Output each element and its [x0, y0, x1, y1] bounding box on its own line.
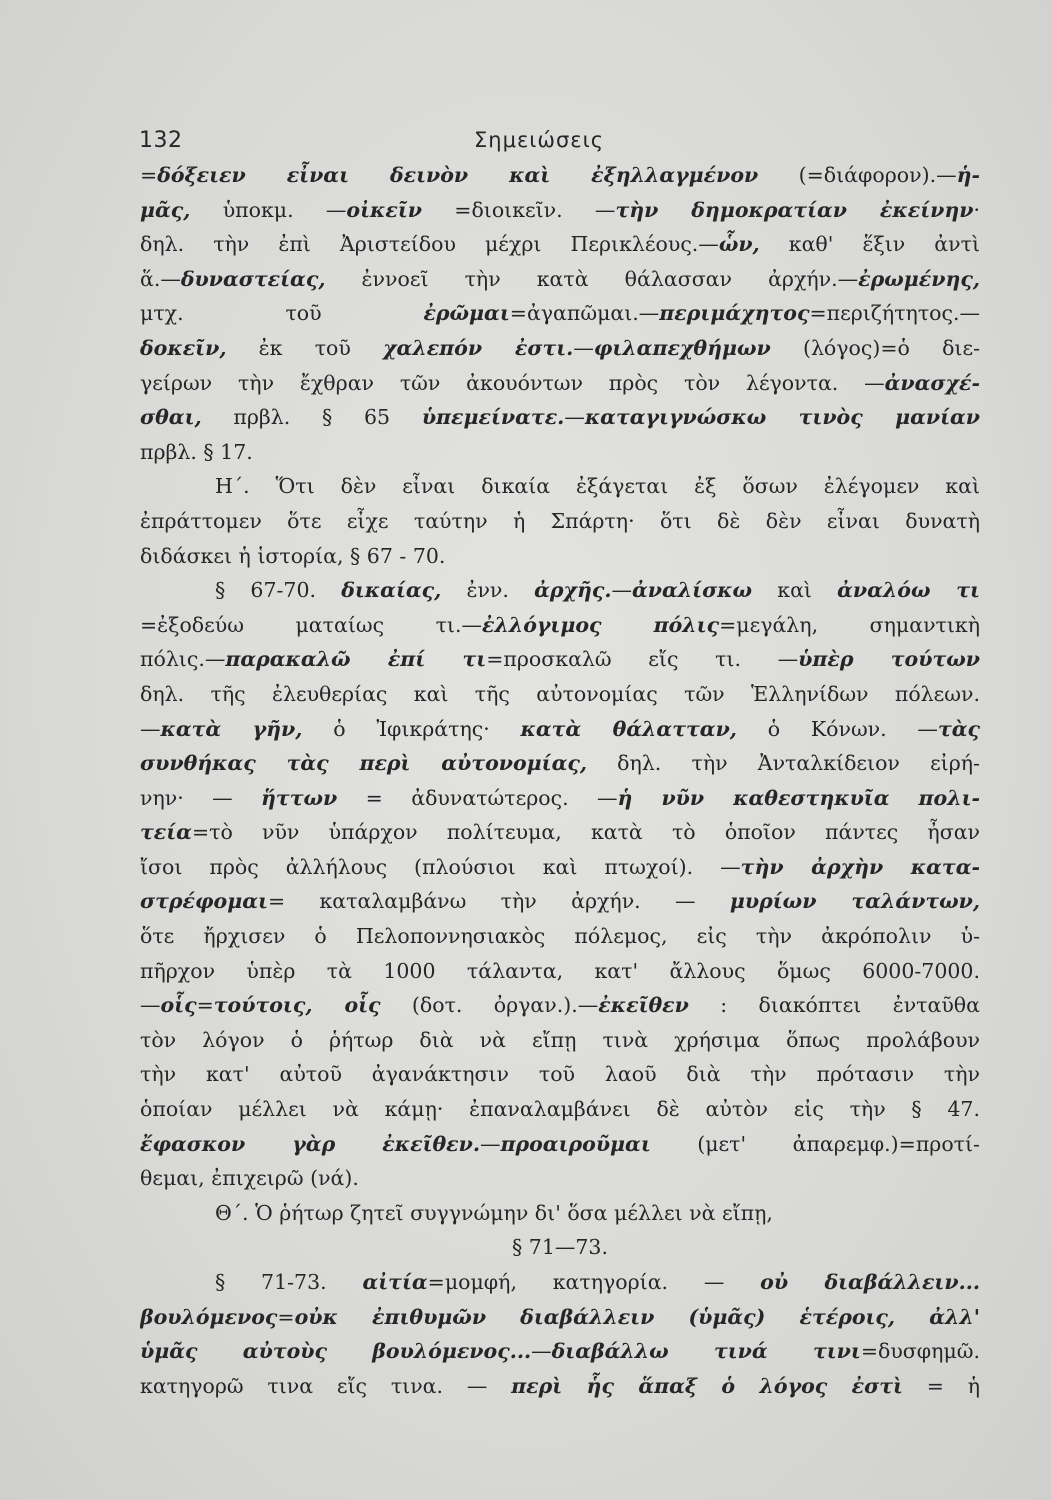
- page-number: 132: [139, 128, 183, 153]
- gloss-text: =διοικεῖν. —: [421, 197, 616, 222]
- term-lemma: οὐκ ἐπιθυμῶν διαβάλλειν (ὑμᾶς) ἑτέροις, ἀλλ': [294, 1304, 980, 1329]
- gloss-text: = ἀδυνατώτερος. —: [337, 785, 618, 810]
- gloss-text: —: [140, 716, 161, 741]
- term-lemma: προαιροῦμαι: [500, 1131, 651, 1156]
- gloss-text: θεμαι, ἐπιχειρῶ (νά).: [140, 1166, 359, 1191]
- term-lemma: δόξειεν εἶναι δεινὸν καὶ ἐξηλλαγμένον: [157, 163, 759, 187]
- gloss-text: (μετ' ἀπαρεμφ.)=προτί-: [650, 1131, 980, 1156]
- term-lemma: παρακαλῶ ἐπί τι: [225, 647, 487, 672]
- gloss-text: =τὸ νῦν ὑπάρχον πολίτευμα, κατὰ τὸ ὁποῖον πάντες ἦσαν: [191, 820, 980, 845]
- gloss-text: ἐνν.: [441, 578, 535, 603]
- text-line: [140, 262, 980, 297]
- page-header: [139, 128, 979, 160]
- gloss-text: κατηγορῶ τινα εἴς τινα. —: [140, 1373, 512, 1398]
- gloss-text: ἐπράττομεν ὅτε εἶχε ταύτην ἡ Σπάρτη· ὅτι δὲ δὲν εἶναι δυνατὴ: [140, 508, 980, 533]
- gloss-text: δηλ. τὴν Ἀνταλκίδειον εἰρή-: [586, 751, 980, 776]
- term-lemma: ἀναλίσκω: [632, 578, 753, 603]
- text-line: [140, 988, 980, 1023]
- gloss-text: (λόγος)=ὁ διε-: [770, 335, 980, 360]
- text-line: [140, 1230, 980, 1265]
- term-lemma: ὧν,: [718, 232, 760, 257]
- gloss-text: —: [531, 1339, 552, 1364]
- text-line: [140, 573, 980, 608]
- text-line: [140, 884, 980, 919]
- gloss-text: =προσκαλῶ εἴς τι. —: [486, 647, 799, 672]
- text-line: [140, 1023, 980, 1058]
- term-lemma: ὑμᾶς αὐτοὺς βουλόμενος...: [140, 1339, 532, 1364]
- text-line: [140, 296, 980, 331]
- term-lemma: περιμάχητος: [659, 301, 810, 326]
- text-line: [140, 1057, 980, 1092]
- text-line: [140, 1161, 980, 1196]
- term-lemma: ἥττων: [261, 785, 338, 810]
- text-line: [140, 469, 980, 504]
- term-lemma: μυρίων ταλάντων,: [729, 889, 980, 914]
- term-lemma: φιλαπεχθήμων: [593, 335, 771, 360]
- gloss-text: =περιζήτητος.—: [809, 301, 980, 326]
- notes-body: [140, 158, 980, 1403]
- gloss-text: ὑποκμ. —: [190, 197, 347, 222]
- term-lemma: οἷς: [160, 993, 197, 1018]
- gloss-text: ἴσοι πρὸς ἀλλήλους (πλούσιοι καὶ πτωχοί). —: [140, 854, 741, 879]
- term-lemma: δοκεῖν,: [140, 335, 227, 360]
- gloss-text: § 67-70.: [215, 578, 342, 603]
- term-lemma: αἰτία: [362, 1270, 428, 1294]
- term-lemma: οἰκεῖν: [346, 197, 422, 222]
- gloss-text: τὴν κατ' αὐτοῦ ἀγανάκτησιν τοῦ λαοῦ διὰ τὴν πρότασιν τὴν: [140, 1062, 980, 1087]
- term-lemma: ἔφασκον γὰρ ἐκεῖθεν.: [140, 1131, 480, 1156]
- gloss-text: διδάσκει ἡ ἱστορία, § 67 - 70.: [140, 543, 446, 568]
- text-line: [140, 954, 980, 989]
- gloss-text: γείρων τὴν ἔχθραν τῶν ἀκουόντων πρὸς τὸν λέγοντα. —: [140, 370, 885, 395]
- text-line: [140, 227, 980, 262]
- gloss-text: ὁ Κόνων. —: [736, 716, 938, 741]
- text-line: [140, 850, 980, 885]
- running-head: Σημειώσεις: [474, 128, 605, 152]
- text-line: [140, 1196, 980, 1231]
- gloss-text: ·: [973, 197, 980, 222]
- term-lemma: τὴν δημοκρατίαν ἐκείνην: [615, 197, 974, 222]
- gloss-text: Η΄. Ὅτι δὲν εἶναι δικαία ἐξάγεται ἐξ ὅσων ἐλέγομεν καὶ: [215, 474, 980, 499]
- term-lemma: κατὰ θάλατταν,: [520, 716, 737, 741]
- text-line: [140, 504, 980, 539]
- text-line: [140, 193, 980, 228]
- text-line: [140, 400, 980, 435]
- term-lemma: δυναστείας,: [180, 266, 326, 291]
- text-line: [140, 677, 980, 712]
- gloss-text: πρβλ. § 17.: [140, 439, 253, 464]
- gloss-text: —: [564, 405, 585, 430]
- text-line: [140, 1369, 980, 1404]
- text-line: [140, 815, 980, 850]
- term-lemma: οὐ διαβάλλειν...: [760, 1270, 980, 1294]
- gloss-text: δηλ. τῆς ἐλευθερίας καὶ τῆς αὐτονομίας τῶν Ἑλληνίδων πόλεων.: [140, 681, 980, 706]
- text-line: [140, 919, 980, 954]
- term-lemma: ὑπὲρ τούτων: [798, 647, 980, 672]
- term-lemma: δικαίας,: [341, 578, 442, 603]
- gloss-text: —: [140, 993, 161, 1018]
- text-line: [140, 1300, 980, 1335]
- gloss-text: = καταλαμβάνω τὴν ἀρχήν. —: [267, 889, 730, 914]
- term-lemma: στρέφομαι: [140, 889, 268, 914]
- gloss-text: ὁποίαν μέλλει νὰ κάμῃ· ἐπαναλαμβάνει δὲ αὐτὸν εἰς τὴν § 47.: [140, 1097, 980, 1122]
- term-lemma: ἐρῶμαι: [423, 301, 510, 326]
- text-line: [140, 539, 980, 574]
- term-lemma: ὑπεμείνατε.: [421, 405, 565, 430]
- term-lemma: ἐλλόγιμος πόλις: [481, 612, 720, 637]
- gloss-text: νην· —: [140, 785, 262, 810]
- term-lemma: ἡ νῦν καθεστηκυῖα πολι-: [617, 785, 980, 810]
- gloss-text: (δοτ. ὀργαν.).—: [380, 993, 599, 1018]
- gloss-text: = ἡ: [902, 1373, 980, 1398]
- term-lemma: ἡ-: [956, 163, 980, 187]
- gloss-text: καθ' ἕξιν ἀντὶ: [759, 232, 980, 257]
- term-lemma: μᾶς,: [140, 197, 191, 222]
- term-lemma: τὰς: [937, 716, 980, 741]
- term-lemma: καταγιγνώσκω τινὸς μανίαν: [584, 405, 980, 430]
- gloss-text: =ἐξοδεύω ματαίως τι.—: [140, 612, 482, 637]
- gloss-text: δηλ. τὴν ἐπὶ Ἀριστείδου μέχρι Περικλέους.—: [140, 232, 719, 257]
- gloss-text: ὅτε ἤρχισεν ὁ Πελοποννησιακὸς πόλεμος, εἰς τὴν ἀκρόπολιν ὑ-: [140, 924, 980, 949]
- gloss-text: —: [480, 1131, 501, 1156]
- term-lemma: ἀναλόω τι: [837, 578, 980, 603]
- gloss-text: —: [573, 335, 594, 360]
- gloss-text: =δυσφημῶ.: [860, 1339, 980, 1364]
- term-lemma: τούτοις, οἷς: [213, 993, 381, 1018]
- term-lemma: χαλεπόν ἐστι.: [383, 335, 574, 360]
- term-lemma: τὴν ἀρχὴν κατα-: [740, 854, 980, 879]
- gloss-text: =: [196, 993, 214, 1018]
- gloss-text: ἐννοεῖ τὴν κατὰ θάλασσαν ἀρχήν.—: [325, 266, 859, 291]
- term-lemma: ἐρωμένης,: [858, 266, 980, 291]
- text-line: [140, 746, 980, 781]
- text-line: [140, 1334, 980, 1369]
- term-lemma: συνθήκας τὰς περὶ αὐτονομίας,: [140, 751, 587, 776]
- text-line: [140, 642, 980, 677]
- gloss-text: Θ΄. Ὁ ῥήτωρ ζητεῖ συγγνώμην δι' ὅσα μέλλει νὰ εἴπῃ,: [215, 1200, 773, 1225]
- text-line: [140, 435, 980, 470]
- text-line: [140, 331, 980, 366]
- text-line: [140, 712, 980, 747]
- gloss-text: =: [140, 163, 158, 187]
- gloss-text: § 71-73.: [215, 1270, 363, 1294]
- gloss-text: —: [611, 578, 632, 603]
- gloss-text: ἐκ τοῦ: [226, 335, 384, 360]
- gloss-text: ἅ.—: [140, 266, 181, 291]
- gloss-text: : διακόπτει ἐνταῦθα: [688, 993, 980, 1018]
- gloss-text: πρβλ. § 65: [201, 405, 422, 430]
- gloss-text: πῆρχον ὑπὲρ τὰ 1000 τάλαντα, κατ' ἄλλους ὅμως 6000-7000.: [140, 958, 980, 983]
- term-lemma: περὶ ἧς ἅπαξ ὁ λόγος ἐστὶ: [511, 1373, 903, 1398]
- term-lemma: κατὰ γῆν,: [160, 716, 303, 741]
- gloss-text: =μομφή, κατηγορία. —: [427, 1270, 761, 1294]
- text-line: [140, 781, 980, 816]
- text-line: [140, 1265, 980, 1300]
- gloss-text: =μεγάλη, σημαντικὴ: [719, 612, 980, 637]
- term-lemma: διαβάλλω τινά τινι: [551, 1339, 861, 1364]
- text-line: [140, 608, 980, 643]
- text-line: [140, 1092, 980, 1127]
- gloss-text: τὸν λόγον ὁ ῥήτωρ διὰ νὰ εἴπῃ τινὰ χρήσιμα ὅπως προλάβουν: [140, 1027, 980, 1052]
- gloss-text: πόλις.—: [140, 647, 226, 672]
- gloss-text: καὶ: [752, 578, 838, 603]
- text-line: [140, 1127, 980, 1162]
- gloss-text: =ἀγαπῶμαι.—: [509, 301, 660, 326]
- gloss-text: ὁ Ἰφικράτης·: [302, 716, 521, 741]
- gloss-text: (=διάφορον).—: [758, 163, 957, 187]
- term-lemma: τεία: [140, 820, 192, 845]
- term-lemma: ἀνασχέ-: [884, 370, 980, 395]
- text-line: [140, 366, 980, 401]
- term-lemma: ἀρχῆς.: [534, 578, 612, 603]
- gloss-text: μτχ. τοῦ: [140, 301, 424, 326]
- gloss-text: =: [277, 1304, 295, 1329]
- gloss-text: § 71—73.: [512, 1235, 608, 1260]
- term-lemma: ἐκεῖθεν: [598, 993, 689, 1018]
- text-line: [140, 158, 980, 193]
- term-lemma: βουλόμενος: [140, 1304, 278, 1329]
- term-lemma: σθαι,: [140, 405, 202, 430]
